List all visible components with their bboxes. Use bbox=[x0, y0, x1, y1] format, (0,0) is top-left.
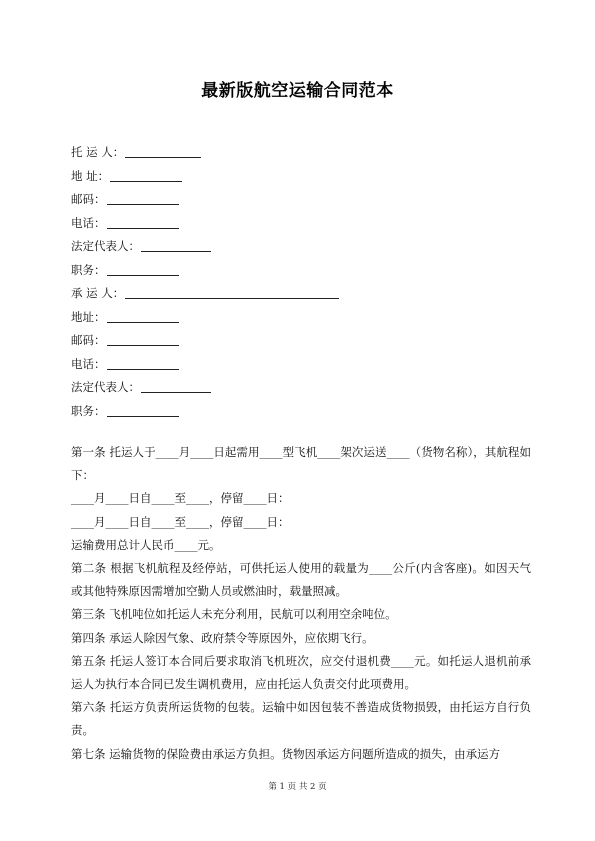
article-3: 第三条 飞机吨位如托运人未充分利用，民航可以利用空余吨位。 bbox=[71, 607, 397, 622]
blank-line bbox=[141, 235, 211, 252]
field-label: 职务： bbox=[71, 262, 106, 277]
blank-line bbox=[125, 141, 201, 158]
shipper-name-row bbox=[71, 141, 531, 165]
field-label: 法定代表人： bbox=[71, 239, 140, 253]
shipper-postcode-row bbox=[71, 188, 531, 212]
contract-body bbox=[71, 441, 531, 766]
field-label: 电话： bbox=[71, 215, 106, 230]
blank-line bbox=[107, 329, 179, 346]
total-fee-line: 运输费用总计人民币____元。 bbox=[71, 537, 221, 552]
blank-line bbox=[107, 400, 179, 417]
article-4: 第四条 承运人除因气象、政府禁令等原因外，应依期飞行。 bbox=[71, 630, 374, 645]
blank-line bbox=[141, 376, 211, 393]
article-1: 第一条 托运人于____月____日起需用____型飞机____架次运送____（货物名称），其航程如下： bbox=[71, 445, 531, 483]
party-info-fields bbox=[71, 141, 531, 423]
carrier-name-row bbox=[71, 282, 531, 306]
field-label: 地 址： bbox=[71, 168, 110, 183]
shipper-legal-rep-row bbox=[71, 235, 531, 259]
field-label: 邮码： bbox=[71, 333, 106, 347]
route-line-2: ____月____日自____至____，停留____日： bbox=[71, 514, 290, 529]
carrier-postcode-row bbox=[71, 329, 531, 353]
shipper-phone-row bbox=[71, 212, 531, 236]
blank-line bbox=[107, 188, 179, 205]
article-6: 第六条 托运方负责所运货物的包装。运输中如因包装不善造成货物损毁，由托运方自行负责。 bbox=[71, 700, 531, 738]
field-label: 邮码： bbox=[71, 192, 106, 206]
field-label: 承 运 人： bbox=[71, 286, 125, 300]
carrier-position-row bbox=[71, 400, 531, 424]
carrier-legal-rep-row bbox=[71, 376, 531, 400]
field-label: 电话： bbox=[71, 356, 106, 371]
article-2: 第二条 根据飞机航程及经停站，可供托运人使用的载量为____公斤(内含客座)。如因天气或其他特殊原因需增加空勤人员或燃油时，载量照减。 bbox=[71, 561, 531, 599]
blank-line bbox=[107, 212, 179, 229]
article-7: 第七条 运输货物的保险费由承运方负担。货物因承运方问题所造成的损失，由承运方 bbox=[71, 746, 501, 761]
field-label: 托 运 人： bbox=[71, 145, 125, 159]
carrier-phone-row bbox=[71, 353, 531, 377]
field-label: 职务： bbox=[71, 403, 106, 418]
route-line-1: ____月____日自____至____，停留____日： bbox=[71, 491, 290, 506]
field-label: 法定代表人： bbox=[71, 380, 140, 394]
page-number-footer: 第 1 页 共 2 页 bbox=[268, 782, 327, 792]
field-label: 地址： bbox=[71, 309, 106, 324]
blank-line bbox=[107, 259, 179, 276]
document-title: 最新版航空运输合同范本 bbox=[201, 81, 394, 101]
blank-line bbox=[107, 306, 179, 323]
blank-line bbox=[107, 353, 179, 370]
blank-line bbox=[125, 282, 339, 299]
carrier-address-row bbox=[71, 306, 531, 330]
article-5: 第五条 托运人签订本合同后要求取消飞机班次，应交付退机费____元。如托运人退机前承运人为执行本合同已发生调机费用，应由托运人负责交付此项费用。 bbox=[71, 653, 531, 692]
shipper-address-row bbox=[71, 165, 531, 189]
shipper-position-row bbox=[71, 259, 531, 283]
blank-line bbox=[110, 165, 182, 182]
